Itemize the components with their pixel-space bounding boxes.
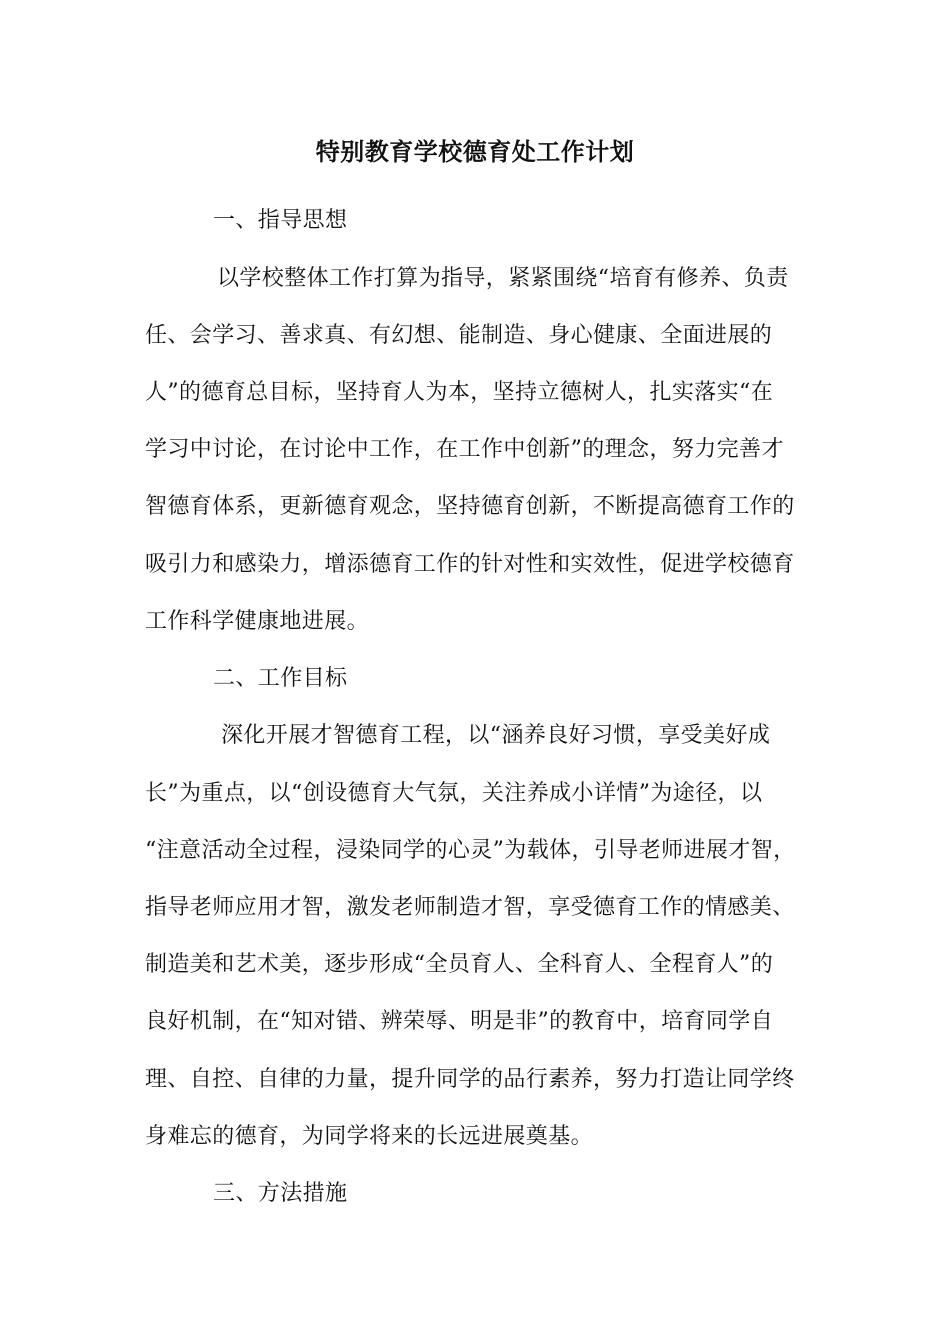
paragraph-line: 身难忘的德育，为同学将来的长远进展奠基。 xyxy=(145,1124,594,1149)
paragraph-line: 工作科学健康地进展。 xyxy=(145,609,370,634)
paragraph-line: 长”为重点，以“创设德育大气氛，关注养成小详情”为途径，以 xyxy=(145,781,763,806)
paragraph-line: “注意活动全过程，浸染同学的心灵”为载体，引导老师进展才智， xyxy=(145,838,796,863)
paragraph-line: 智德育体系，更新德育观念，坚持德育创新，不断提高德育工作的 xyxy=(145,494,795,519)
paragraph-line: 深化开展才智德育工程，以“涵养良好习惯，享受美好成 xyxy=(221,723,771,748)
section-heading-methods: 三、方法措施 xyxy=(213,1181,348,1206)
document-title: 特别教育学校德育处工作计划 xyxy=(315,137,635,166)
paragraph-line: 制造美和艺术美，逐步形成“全员育人、全科育人、全程育人”的 xyxy=(145,952,774,977)
paragraph-line: 以学校整体工作打算为指导，紧紧围绕“培育有修养、负责 xyxy=(217,266,789,291)
paragraph-line: 良好机制，在“知对错、辨荣辱、明是非”的教育中，培育同学自 xyxy=(145,1009,774,1034)
paragraph-line: 理、自控、自律的力量，提升同学的品行素养，努力打造让同学终 xyxy=(145,1067,795,1092)
paragraph-line: 任、会学习、善求真、有幻想、能制造、身心健康、全面进展的 xyxy=(145,323,773,348)
section-heading-work-goals: 二、工作目标 xyxy=(213,666,348,691)
paragraph-line: 吸引力和感染力，增添德育工作的针对性和实效性，促进学校德育 xyxy=(145,552,795,577)
paragraph-line: 学习中讨论，在讨论中工作，在工作中创新”的理念，努力完善才 xyxy=(145,437,784,462)
paragraph-line: 指导老师应用才智，激发老师制造才智，享受德育工作的情感美、 xyxy=(145,895,795,920)
paragraph-line: 人”的德育总目标，坚持育人为本，坚持立德树人，扎实落实“在 xyxy=(145,380,774,405)
section-heading-guiding-ideology: 一、指导思想 xyxy=(213,208,348,233)
